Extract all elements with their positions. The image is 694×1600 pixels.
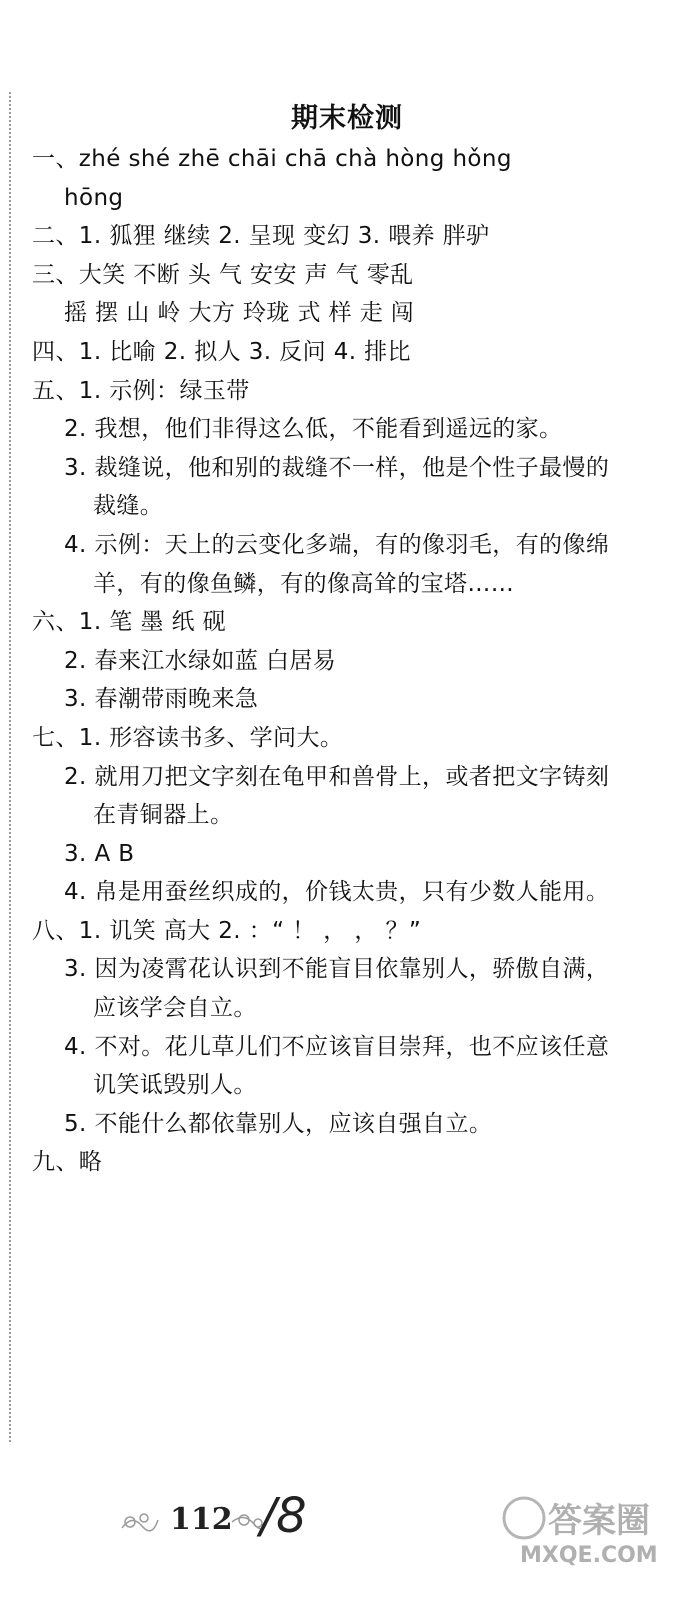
answer-line: 3. A B (64, 840, 135, 867)
answer-line: 二、1. 狐狸 继续 2. 呈现 变幻 3. 喂养 胖驴 (32, 223, 490, 250)
answer-line: 三、大笑 不断 头 气 安安 声 气 零乱 (32, 261, 414, 288)
answer-line: 六、1. 笔 墨 纸 砚 (32, 609, 226, 636)
answer-line: 七、1. 形容读书多、学问大。 (32, 724, 344, 751)
page-number: 112 (170, 1502, 233, 1537)
left-flower-ornament-icon (120, 1508, 160, 1534)
answer-line: 羊，有的像鱼鳞，有的像高耸的宝塔…… (93, 570, 515, 597)
answer-line: 在青铜器上。 (93, 802, 234, 829)
watermark-url: MXQE.COM (520, 1543, 658, 1568)
answer-line: hōng (64, 184, 124, 211)
answer-line: 4. 帛是用蚕丝织成的，价钱太贵，只有少数人能用。 (64, 879, 610, 906)
answer-line: 五、1. 示例：绿玉带 (32, 377, 250, 404)
handwritten-score: /8 (260, 1488, 307, 1544)
page-footer (120, 1488, 680, 1568)
answer-line: 3. 裁缝说，他和别的裁缝不一样，他是个性子最慢的 (64, 454, 610, 481)
answer-line: 2. 春来江水绿如蓝 白居易 (64, 647, 337, 674)
answer-list (32, 140, 662, 1182)
page-title: 期末检测 (291, 103, 403, 134)
answer-line: 4. 不对。花儿草儿们不应该盲目崇拜，也不应该任意 (64, 1033, 610, 1060)
margin-dotted-rule (9, 92, 11, 1442)
answer-line: 摇 摆 山 岭 大方 玲珑 式 样 走 闯 (64, 300, 415, 327)
answer-line: 九、略 (32, 1149, 103, 1176)
answer-line: 四、1. 比喻 2. 拟人 3. 反问 4. 排比 (32, 338, 411, 365)
watermark-brand: 答案圈 (548, 1501, 650, 1541)
answer-line: 5. 不能什么都依靠别人，应该自强自立。 (64, 1110, 493, 1137)
watermark-logo (500, 1488, 685, 1568)
answer-line: 应该学会自立。 (93, 995, 257, 1022)
answer-line: 八、1. 讥笑 高大 2. ：“ ！ ， ， ？” (32, 917, 422, 944)
answer-line: 讥笑诋毁别人。 (93, 1072, 257, 1099)
answer-line: 2. 我想，他们非得这么低，不能看到遥远的家。 (64, 416, 563, 443)
answer-line: 裁缝。 (93, 493, 164, 520)
answer-line: 2. 就用刀把文字刻在龟甲和兽骨上，或者把文字铸刻 (64, 763, 610, 790)
answer-line: 3. 因为凌霄花认识到不能盲目依靠别人，骄傲自满， (64, 956, 610, 983)
answer-line: 3. 春潮带雨晚来急 (64, 686, 259, 713)
answer-line: 4. 示例：天上的云变化多端，有的像羽毛，有的像绵 (64, 531, 610, 558)
answer-line: 一、zhé shé zhē chāi chā chà hòng hǒng (32, 146, 512, 172)
